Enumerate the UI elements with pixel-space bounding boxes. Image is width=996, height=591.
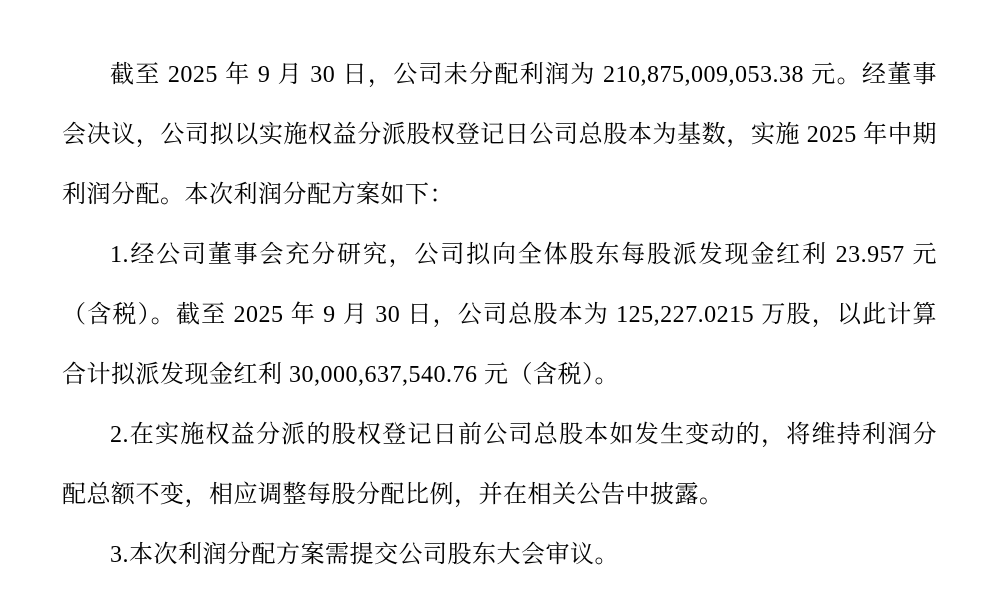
paragraph-item-1-cash-dividend: 1.经公司董事会充分研究，公司拟向全体股东每股派发现金红利 23.957 元（含税）。截至 2025 年 9 月 30 日，公司总股本为 125,227.0215 万股，以此计算合计拟派发现金红利 30,000,637,540.76 元（含税）。 bbox=[62, 242, 937, 388]
paragraph-item-2-share-capital-change: 2.在实施权益分派的股权登记日前公司总股本如发生变动的，将维持利润分配总额不变，相应调整每股分配比例，并在相关公告中披露。 bbox=[62, 422, 937, 508]
paragraph-undistributed-profit-intro: 截至 2025 年 9 月 30 日，公司未分配利润为 210,875,009,053.38 元。经董事会决议，公司拟以实施权益分派股权登记日公司总股本为基数，实施 2025 年中期利润分配。本次利润分配方案如下： bbox=[62, 62, 937, 208]
paragraph-item-3-shareholder-meeting: 3.本次利润分配方案需提交公司股东大会审议。 bbox=[110, 542, 619, 568]
